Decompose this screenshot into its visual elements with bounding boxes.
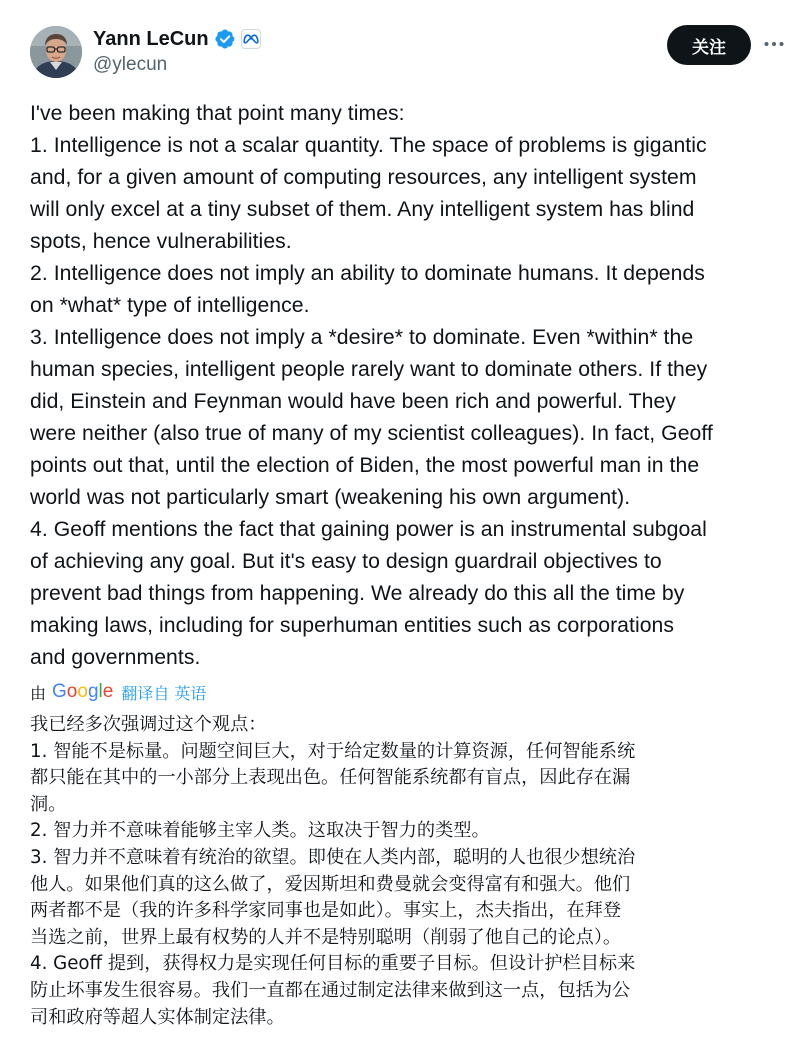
tweet-line: prevent bad things from happening. We already do this all the time by: [30, 582, 685, 605]
tweet-line: making laws, including for superhuman entities such as corporations: [30, 614, 675, 637]
tweet-line: 2. Intelligence does not imply an ability to dominate humans. It depends: [30, 262, 705, 285]
tweet-line: and governments.: [30, 646, 201, 669]
tweet-line: and, for a given amount of computing resources, any intelligent system: [30, 166, 697, 189]
follow-button[interactable]: 关注: [667, 25, 751, 65]
avatar[interactable]: [30, 26, 82, 78]
translation-attribution: [30, 679, 206, 705]
translated-line: 都只能在其中的一小部分上表现出色。任何智能系统都有盲点，因此存在漏: [30, 767, 631, 789]
translated-line: 洞。: [30, 793, 67, 815]
translated-line: 4. Geoff 提到，获得权力是实现任何目标的重要子目标。但设计护栏目标来: [30, 953, 636, 975]
meta-logo-icon[interactable]: [241, 29, 261, 49]
author-handle[interactable]: @ylecun: [93, 54, 168, 75]
translated-line: 两者都不是（我的许多科学家同事也是如此）。事实上，杰夫指出，在拜登: [30, 900, 622, 922]
translated-line: 当选之前，世界上最有权势的人并不是特别聪明（削弱了他自己的论点）。: [30, 926, 622, 948]
translated-text: [30, 712, 790, 1031]
tweet-line: spots, hence vulnerabilities.: [30, 230, 292, 253]
translated-line: 他人。如果他们真的这么做了，爱因斯坦和费曼就会变得富有和强大。他们: [30, 873, 631, 895]
tweet-line: points out that, until the election of Biden, the most powerful man in the: [30, 454, 700, 477]
avatar-photo-icon: [30, 26, 82, 78]
tweet-line: 4. Geoff mentions the fact that gaining power is an instrumental subgoal: [30, 518, 707, 541]
tweet-line: 1. Intelligence is not a scalar quantity. The space of problems is gigantic: [30, 134, 707, 157]
tweet-text: [30, 98, 790, 674]
author-info: [93, 24, 261, 76]
translation-source-link[interactable]: 翻译自 英语: [121, 683, 207, 703]
tweet-line: world was not particularly smart (weakening his own argument).: [30, 486, 631, 509]
tweet-line: human species, intelligent people rarely want to dominate others. If they: [30, 358, 708, 381]
google-logo: Google: [52, 681, 114, 702]
verified-badge-icon[interactable]: [214, 28, 236, 50]
tweet-line: on *what* type of intelligence.: [30, 294, 310, 317]
translated-line: 司和政府等超人实体制定法律。: [30, 1006, 285, 1028]
tweet-line: were neither (also true of many of my scientist colleagues). In fact, Geoff: [30, 422, 713, 445]
tweet-header: [30, 22, 780, 82]
translated-line: 1. 智能不是标量。问题空间巨大，对于给定数量的计算资源，任何智能系统: [30, 740, 636, 762]
translated-by-label: 由: [30, 683, 47, 703]
tweet-line: 3. Intelligence does not imply a *desire* to dominate. Even *within* the: [30, 326, 694, 349]
tweet-line: did, Einstein and Feynman would have been rich and powerful. They: [30, 390, 676, 413]
author-display-name[interactable]: Yann LeCun: [93, 27, 209, 50]
tweet-line: will only excel at a tiny subset of them. Any intelligent system has blind: [30, 198, 695, 221]
more-horizontal-icon[interactable]: [763, 34, 785, 54]
translated-line: 我已经多次强调过这个观点：: [30, 714, 267, 735]
tweet-line: I've been making that point many times:: [30, 102, 405, 125]
translated-line: 防止坏事发生很容易。我们一直都在通过制定法律来做到这一点，包括为公: [30, 979, 631, 1001]
author-name-row: [93, 24, 261, 54]
translated-line: 2. 智力并不意味着能够主宰人类。这取决于智力的类型。: [30, 820, 490, 842]
translated-line: 3. 智力并不意味着有统治的欲望。即使在人类内部，聪明的人也很少想统治: [30, 846, 636, 868]
tweet-line: of achieving any goal. But it's easy to design guardrail objectives to: [30, 550, 662, 573]
